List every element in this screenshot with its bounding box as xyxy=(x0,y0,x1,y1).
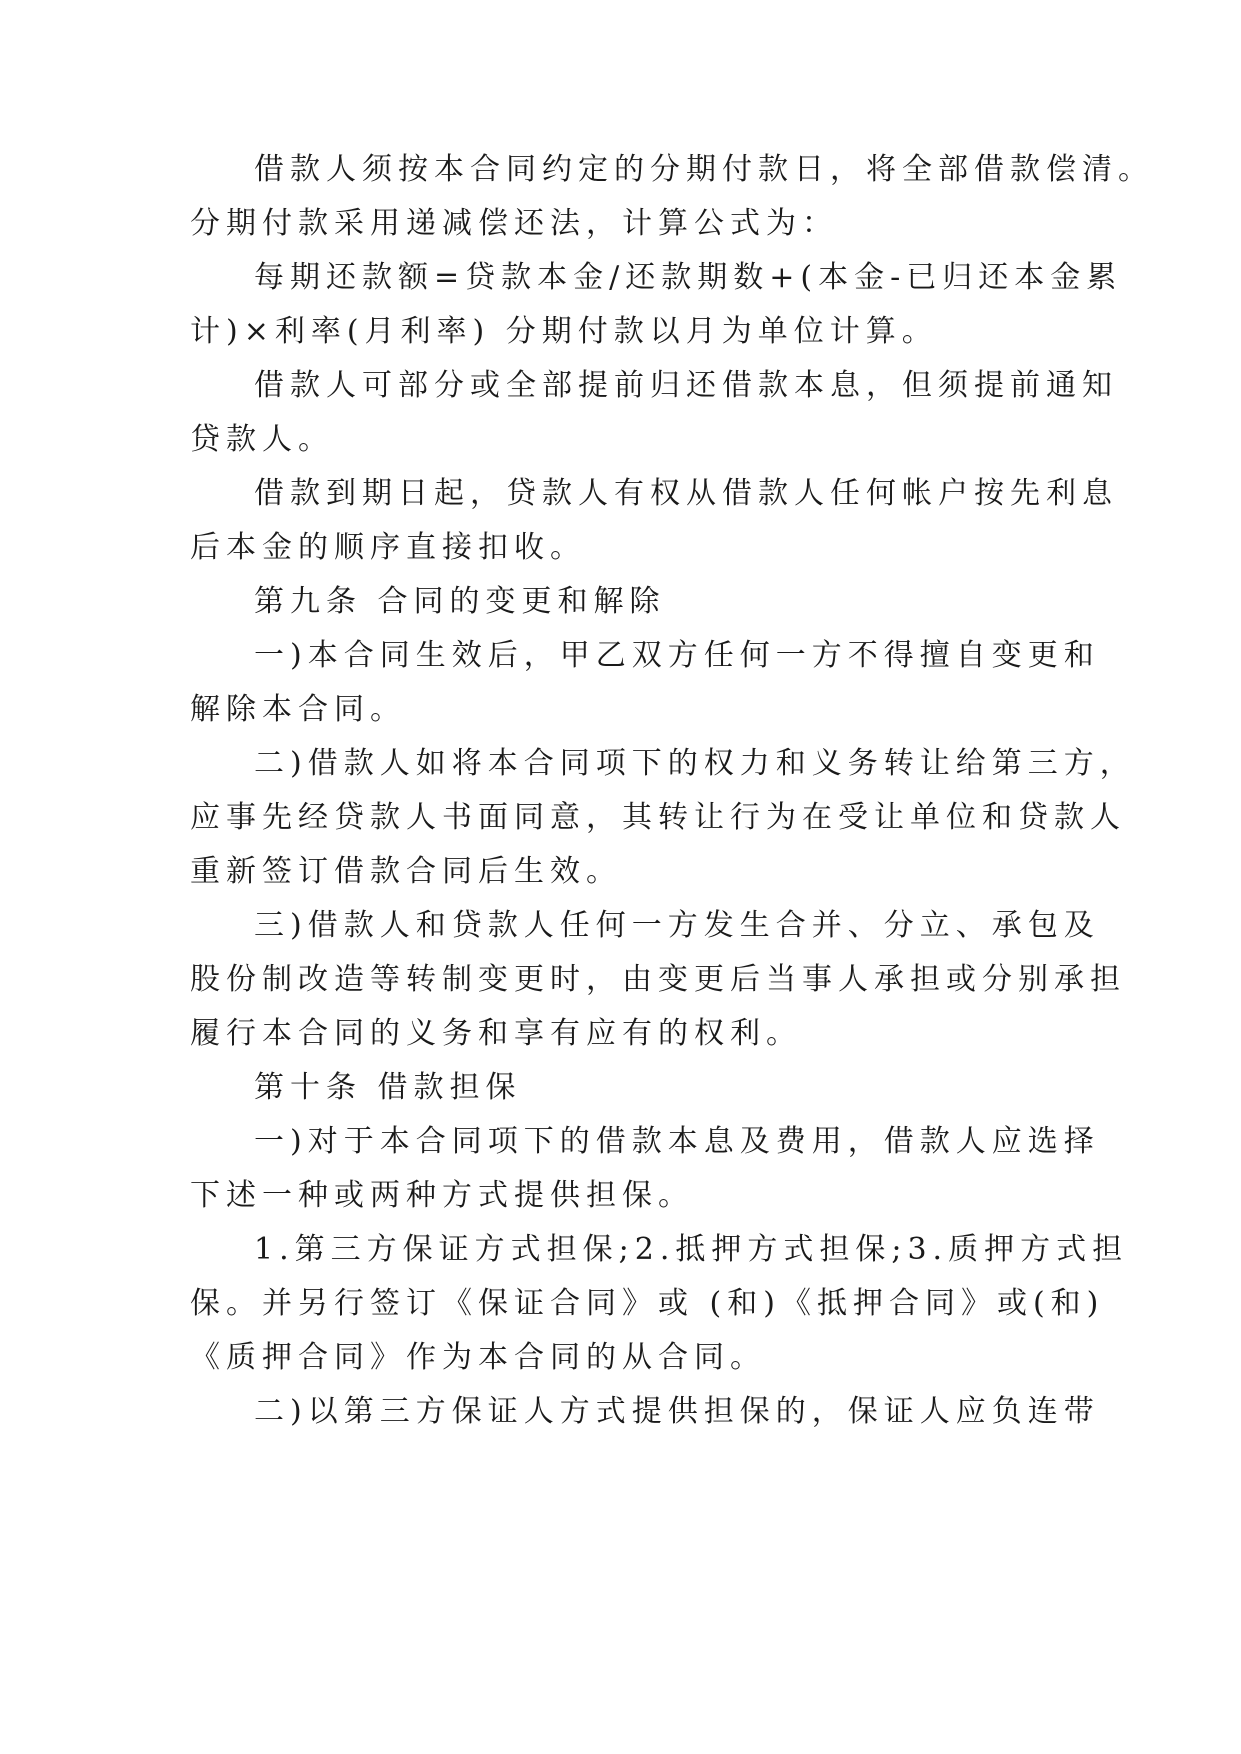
paragraph-line: 借款人须按本合同约定的分期付款日，将全部借款偿清。 xyxy=(254,152,1154,187)
paragraph-line: 一)对于本合同项下的借款本息及费用，借款人应选择 xyxy=(254,1124,1100,1159)
section-heading: 第九条 合同的变更和解除 xyxy=(254,584,666,619)
paragraph-line: 重新签订借款合同后生效。 xyxy=(190,854,622,889)
paragraph-line: 保。并另行签订《保证合同》或 (和)《抵押合同》或(和) xyxy=(190,1286,1105,1321)
paragraph-line: 1.第三方保证方式担保;2.抵押方式担保;3.质押方式担 xyxy=(254,1232,1129,1267)
paragraph-line: 应事先经贷款人书面同意，其转让行为在受让单位和贷款人 xyxy=(190,800,1126,835)
paragraph-line: 履行本合同的义务和享有应有的权利。 xyxy=(190,1016,802,1051)
paragraph-line: 股份制改造等转制变更时，由变更后当事人承担或分别承担 xyxy=(190,962,1126,997)
paragraph-line: 每期还款额=贷款本金/还款期数+(本金-已归还本金累 xyxy=(254,260,1123,295)
paragraph-line: 解除本合同。 xyxy=(190,692,406,727)
paragraph-line: 下述一种或两种方式提供担保。 xyxy=(190,1178,694,1213)
paragraph-line: 二)以第三方保证人方式提供担保的，保证人应负连带 xyxy=(254,1394,1100,1429)
paragraph-line: 《质押合同》作为本合同的从合同。 xyxy=(190,1340,766,1375)
paragraph-line: 借款人可部分或全部提前归还借款本息，但须提前通知 xyxy=(254,368,1118,403)
paragraph-line: 借款到期日起，贷款人有权从借款人任何帐户按先利息 xyxy=(254,476,1118,511)
paragraph-line: 一)本合同生效后，甲乙双方任何一方不得擅自变更和 xyxy=(254,638,1100,673)
paragraph-line: 后本金的顺序直接扣收。 xyxy=(190,530,586,565)
paragraph-line: 三)借款人和贷款人任何一方发生合并、分立、承包及 xyxy=(254,908,1100,943)
paragraph-line: 分期付款采用递减偿还法，计算公式为： xyxy=(190,206,838,241)
section-heading: 第十条 借款担保 xyxy=(254,1070,522,1105)
paragraph-line: 计)×利率(月利率) 分期付款以月为单位计算。 xyxy=(190,314,938,349)
paragraph-line: 二)借款人如将本合同项下的权力和义务转让给第三方， xyxy=(254,746,1136,781)
paragraph-line: 贷款人。 xyxy=(190,422,334,457)
